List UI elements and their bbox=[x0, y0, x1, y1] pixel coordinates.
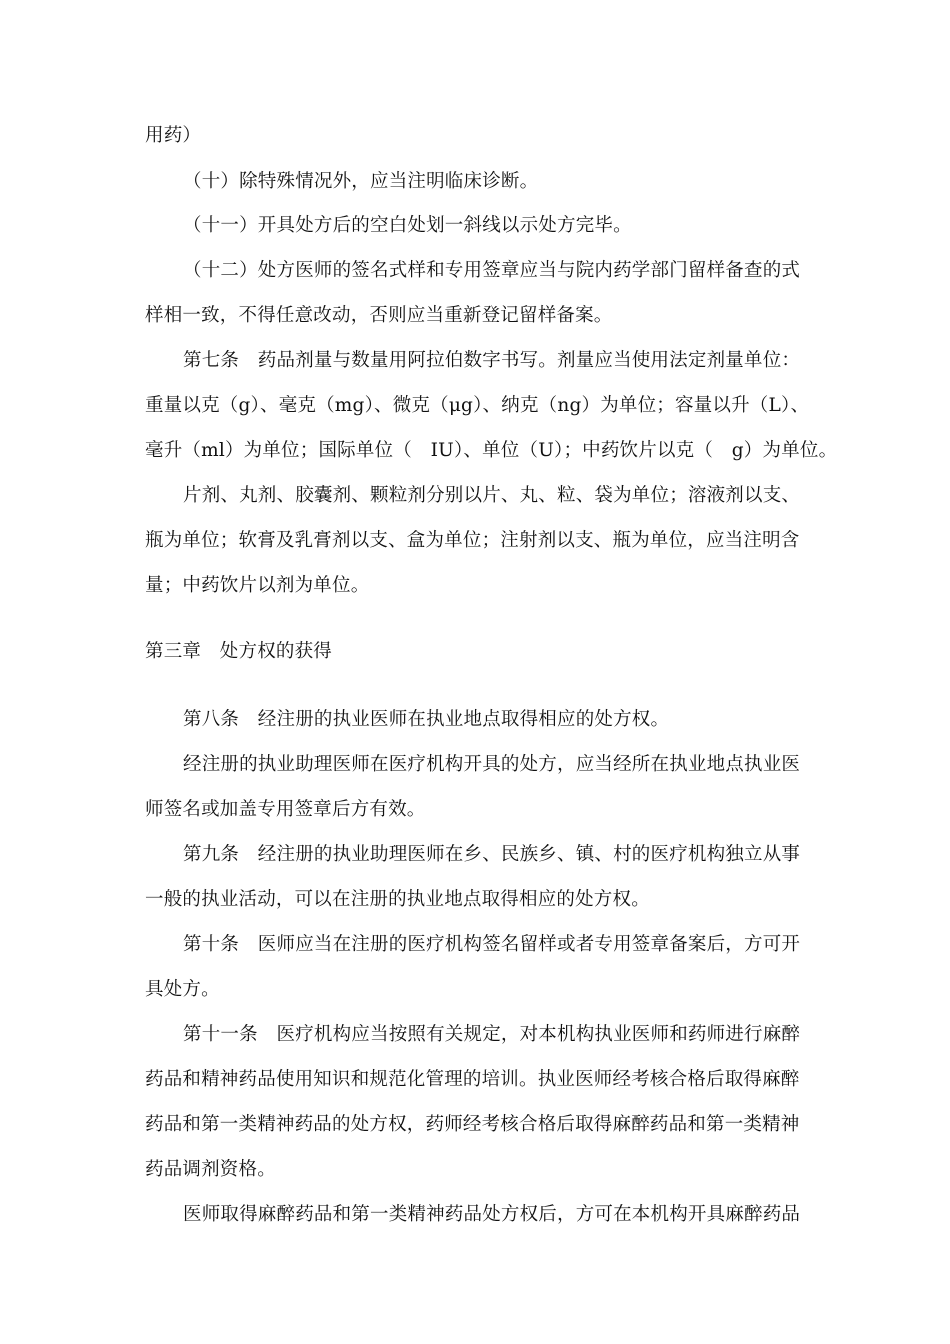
article-8: 第八条 经注册的执业医师在执业地点取得相应的处方权。 bbox=[183, 709, 670, 730]
text-line: 瓶为单位；软膏及乳膏剂以支、盒为单位；注射剂以支、瓶为单位，应当注明含 bbox=[145, 530, 800, 551]
text-line: 经注册的执业助理医师在医疗机构开具的处方，应当经所在执业地点执业医 bbox=[183, 754, 801, 775]
text-line: 一般的执业活动，可以在注册的执业地点取得相应的处方权。 bbox=[145, 889, 650, 910]
chapter-heading: 第三章 处方权的获得 bbox=[145, 641, 333, 662]
paragraph-item-10: （十）除特殊情况外，应当注明临床诊断。 bbox=[183, 171, 539, 192]
article-9: 第九条 经注册的执业助理医师在乡、民族乡、镇、村的医疗机构独立从事 bbox=[183, 844, 801, 865]
article-10: 第十条 医师应当在注册的医疗机构签名留样或者专用签章备案后，方可开 bbox=[183, 934, 801, 955]
text-line: 用药） bbox=[145, 125, 202, 146]
text-line: 片剂、丸剂、胶囊剂、颗粒剂分别以片、丸、粒、袋为单位；溶液剂以支、 bbox=[183, 485, 801, 506]
paragraph-item-11: （十一）开具处方后的空白处划一斜线以示处方完毕。 bbox=[183, 215, 632, 236]
paragraph-item-12: （十二）处方医师的签名式样和专用签章应当与院内药学部门留样备查的式 bbox=[183, 260, 801, 281]
text-line: 毫升（ml）为单位；国际单位（ IU）、单位（U）；中药饮片以克（ g）为单位。 bbox=[145, 440, 838, 461]
text-line: 药品和第一类精神药品的处方权，药师经考核合格后取得麻醉药品和第一类精神 bbox=[145, 1114, 800, 1135]
text-line: 重量以克（g）、毫克（mg）、微克（μg）、纳克（ng）为单位；容量以升（L）、 bbox=[145, 395, 810, 416]
text-line: 师签名或加盖专用签章后方有效。 bbox=[145, 799, 426, 820]
text-line: 量；中药饮片以剂为单位。 bbox=[145, 575, 370, 596]
text-line: 样相一致，不得任意改动，否则应当重新登记留样备案。 bbox=[145, 305, 613, 326]
text-line: 药品和精神药品使用知识和规范化管理的培训。执业医师经考核合格后取得麻醉 bbox=[145, 1069, 800, 1090]
article-11: 第十一条 医疗机构应当按照有关规定，对本机构执业医师和药师进行麻醉 bbox=[183, 1024, 801, 1045]
text-line: 药品调剂资格。 bbox=[145, 1159, 276, 1180]
text-line: 具处方。 bbox=[145, 979, 220, 1000]
article-7: 第七条 药品剂量与数量用阿拉伯数字书写。剂量应当使用法定剂量单位： bbox=[183, 350, 801, 371]
text-line: 医师取得麻醉药品和第一类精神药品处方权后，方可在本机构开具麻醉药品 bbox=[183, 1204, 801, 1225]
